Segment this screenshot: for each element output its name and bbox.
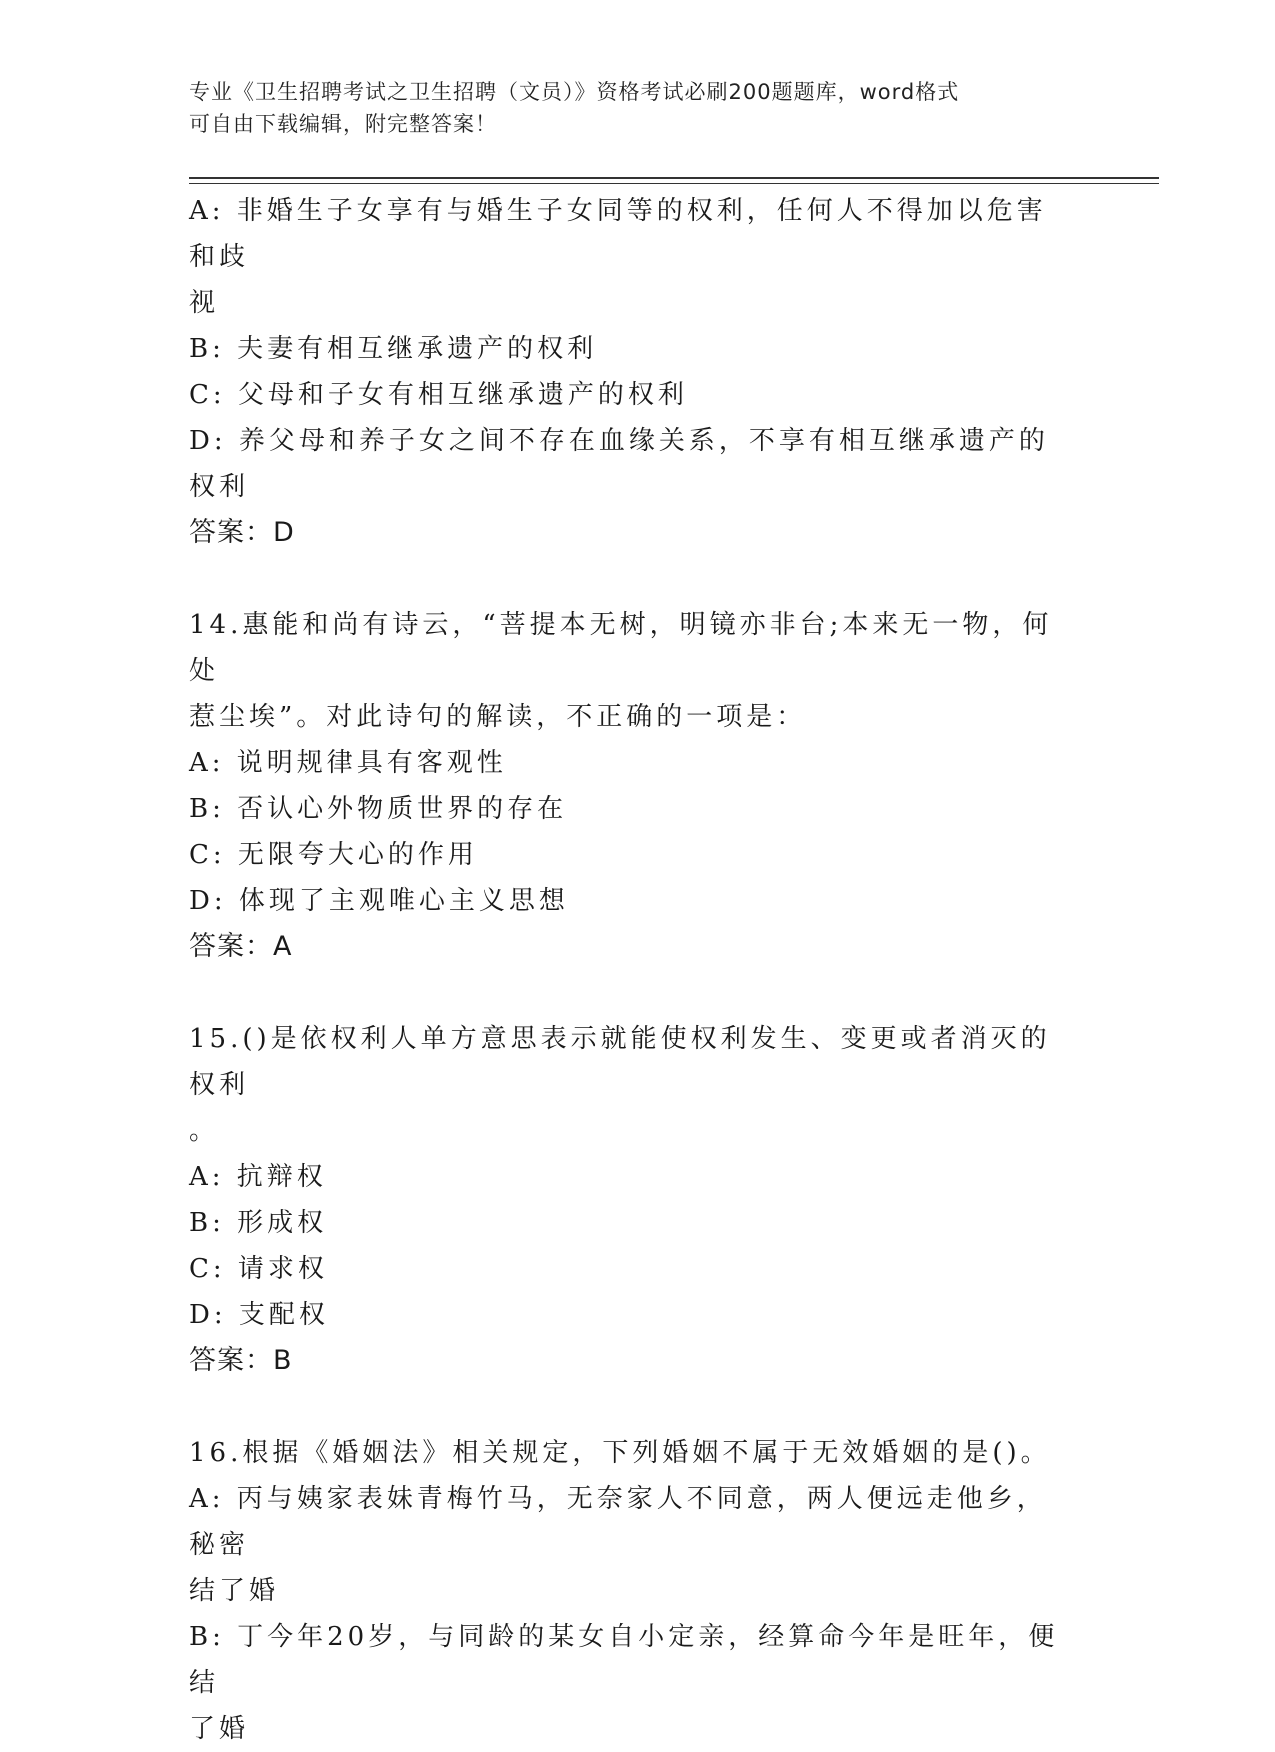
answer: 答案：A	[189, 931, 293, 962]
option-b-line-2: 了婚	[189, 1714, 250, 1744]
option-d: D: 养父母和养子女之间不存在血缘关系，不享有相互继承遗产的权利	[189, 426, 1049, 502]
spacer	[189, 1384, 1069, 1430]
option-a: A: 说明规律具有客观性	[189, 748, 507, 778]
question-stem-line-1: 15.()是依权利人单方意思表示就能使权利发生、变更或者消灭的权利	[189, 1024, 1051, 1100]
option-c: C: 父母和子女有相互继承遗产的权利	[189, 380, 688, 410]
question-15	[189, 1016, 1069, 1384]
header-rule-thick	[189, 177, 1159, 179]
option-c: C: 无限夸大心的作用	[189, 840, 478, 870]
spacer	[189, 970, 1069, 1016]
option-a-line-2: 视	[189, 288, 220, 318]
question-16	[189, 1430, 1069, 1752]
option-a-line-2: 结了婚	[189, 1576, 280, 1606]
answer: 答案：B	[189, 1345, 293, 1376]
option-b: B: 形成权	[189, 1208, 328, 1238]
header-rule-thin	[189, 183, 1159, 184]
option-d: D: 支配权	[189, 1300, 329, 1330]
question-stem-line-2: 。	[189, 1116, 220, 1146]
spacer	[189, 556, 1069, 602]
option-c: C: 请求权	[189, 1254, 328, 1284]
option-a-line-1: A: 非婚生子女享有与婚生子女同等的权利，任何人不得加以危害和歧	[189, 196, 1047, 272]
question-stem: 16.根据《婚姻法》相关规定，下列婚姻不属于无效婚姻的是()。	[189, 1438, 1051, 1468]
question-stem-line-1: 14.惠能和尚有诗云，“菩提本无树，明镜亦非台;本来无一物，何处	[189, 610, 1053, 686]
question-stem-line-2: 惹尘埃”。对此诗句的解读，不正确的一项是：	[189, 702, 807, 732]
question-13	[189, 188, 1069, 556]
option-b-line-1: B: 丁今年20岁，与同龄的某女自小定亲，经算命今年是旺年，便结	[189, 1622, 1059, 1698]
option-a: A: 抗辩权	[189, 1162, 327, 1192]
option-d: D: 体现了主观唯心主义思想	[189, 886, 569, 916]
question-list	[189, 188, 1069, 1752]
option-b: B: 夫妻有相互继承遗产的权利	[189, 334, 598, 364]
header-title-line-1: 专业《卫生招聘考试之卫生招聘（文员）》资格考试必刷200题题库，word格式	[189, 80, 960, 104]
option-b: B: 否认心外物质世界的存在	[189, 794, 568, 824]
page-header	[189, 76, 1089, 140]
header-title-line-2: 可自由下载编辑，附完整答案！	[189, 112, 497, 136]
answer: 答案：D	[189, 517, 295, 548]
option-a-line-1: A: 丙与姨家表妹青梅竹马，无奈家人不同意，两人便远走他乡，秘密	[189, 1484, 1047, 1560]
question-14	[189, 602, 1069, 970]
